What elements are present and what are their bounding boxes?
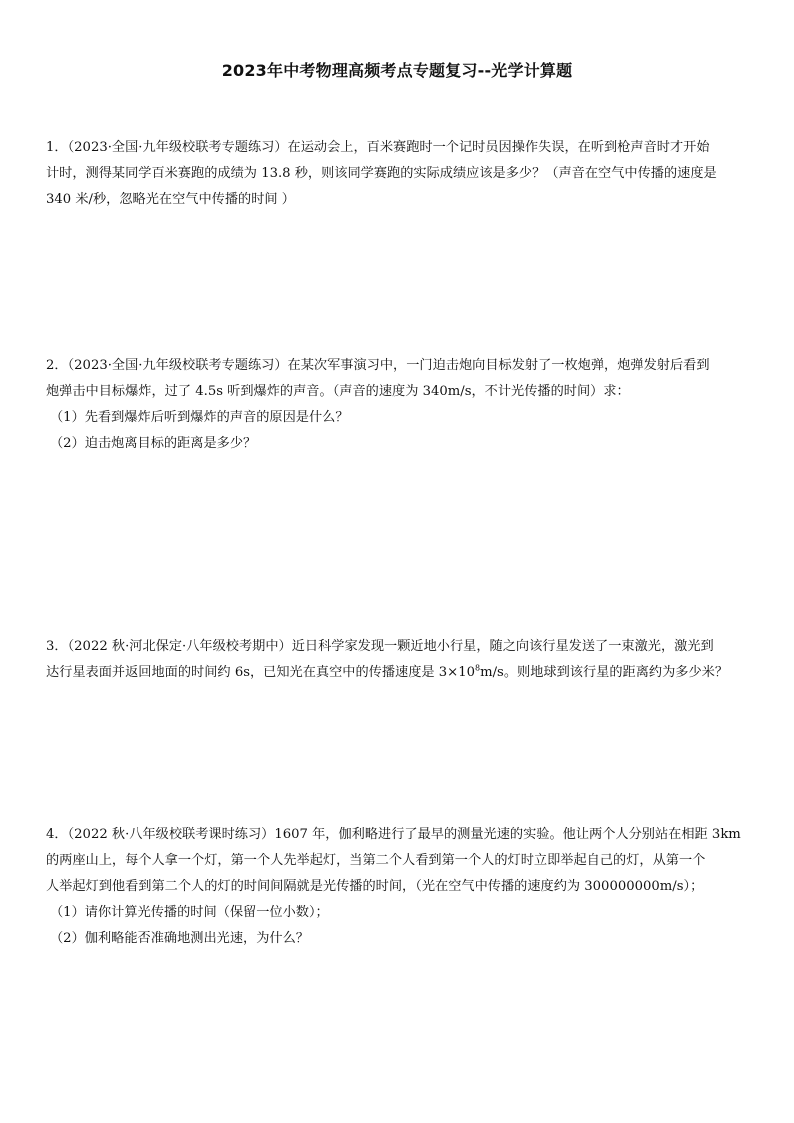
sub-question: （2）伽利略能否准确地测出光速，为什么？ xyxy=(50,931,309,946)
question-text-segment: 达行星表面并返回地面的时间约 6s，已知光在真空中的传播速度是 3×10 xyxy=(46,665,476,680)
question-text-line: 340 米/秒，忽略光在空气中传播的时间 ） xyxy=(46,192,295,207)
question-4 xyxy=(46,822,752,952)
exponent: 8 xyxy=(475,663,481,673)
question-text-segment: m/s。则地球到该行星的距离约为多少米？ xyxy=(480,665,729,680)
question-2 xyxy=(46,353,752,457)
question-text-line: 1．（2023·全国·九年级校联考专题练习）在运动会上，百米赛跑时一个记时员因操作失误，在听到枪声音时才开始 xyxy=(46,140,710,155)
question-3 xyxy=(46,634,752,686)
question-text-line: 炮弹击中目标爆炸，过了 4.5s 听到爆炸的声音。（声音的速度为 340m/s，不计光传播的时间）求： xyxy=(46,384,630,399)
question-text-line: 2．（2023·全国·九年级校联考专题练习）在某次军事演习中，一门迫击炮向目标发射了一枚炮弹，炮弹发射后看到 xyxy=(46,358,710,373)
question-1 xyxy=(46,135,752,213)
sub-question: （1）请你计算光传播的时间（保留一位小数）； xyxy=(50,905,329,920)
question-text-line: 人举起灯到他看到第二个人的灯的时间间隔就是光传播的时间，（光在空气中传播的速度约为 300000000m/s）； xyxy=(46,879,704,894)
sub-question: （1）先看到爆炸后听到爆炸的声音的原因是什么？ xyxy=(50,410,349,425)
sub-question: （2）迫击炮离目标的距离是多少？ xyxy=(50,436,257,451)
question-text-line xyxy=(46,660,752,686)
question-text-line: 计时，测得某同学百米赛跑的成绩为 13.8 秒，则该同学赛跑的实际成绩应该是多少？（声音在空气中传播的速度是 xyxy=(46,166,717,181)
question-text-line: 的两座山上，每个人拿一个灯，第一个人先举起灯，当第二个人看到第一个人的灯时立即举起自己的灯，从第一个 xyxy=(46,853,706,868)
document-title: 2023年中考物理高频考点专题复习--光学计算题 xyxy=(221,61,573,80)
question-text-line: 4．（2022 秋·八年级校联考课时练习）1607 年，伽利略进行了最早的测量光速的实验。他让两个人分别站在相距 3km xyxy=(46,827,741,842)
question-text-line: 3．（2022 秋·河北保定·八年级校考期中）近日科学家发现一颗近地小行星，随之向该行星发送了一束激光，激光到 xyxy=(46,639,714,654)
